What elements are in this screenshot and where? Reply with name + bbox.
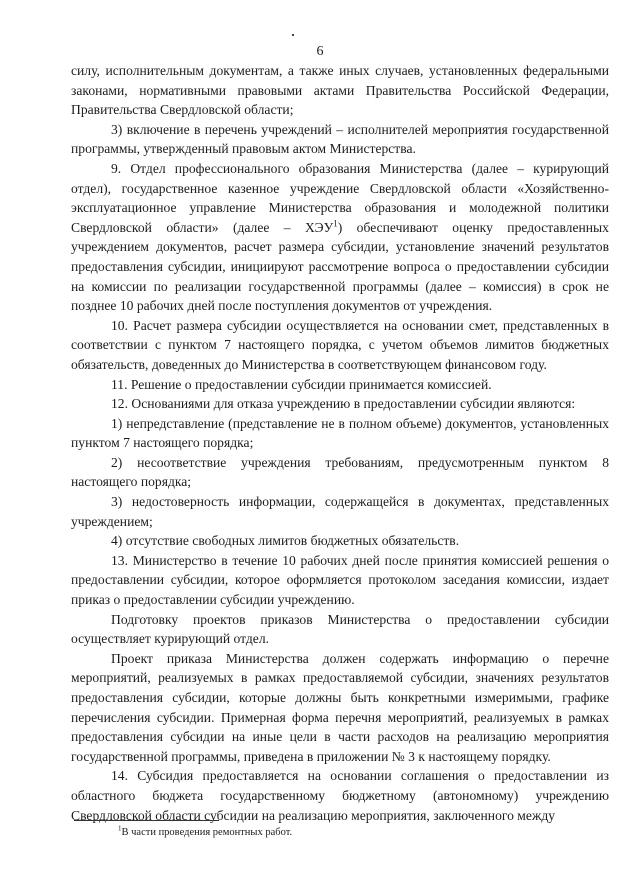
paragraph: 11. Решение о предоставлении субсидии принимается комиссией. xyxy=(111,376,492,392)
scan-speck xyxy=(292,34,294,36)
paragraph: 14. Субсидия предоставляется на основании соглашения о предоставлении из областного бюджета государственному бюджетному (автономному) учреждению Свердловской области субсидии на реализацию мероприятия, заключенного между xyxy=(71,768,609,823)
paragraph: Подготовку проектов приказов Министерства о предоставлении субсидии осуществляет курирующий отдел. xyxy=(71,611,609,647)
paragraph: силу, исполнительным документам, а также иных случаев, установленных федеральными законами, нормативными правовыми актами Правительства Российской Федерации, Правительства Свердловской области; xyxy=(71,63,609,118)
page-number: 6 xyxy=(316,44,324,59)
paragraph-text: 9. Отдел профессионального образования Министерства (далее – курирующий отдел), государственное казенное учреждение Свердловской области «Хозяйственно-эксплуатационное управление Министерства образования и молодежной политики Свердловской области» (далее – ХЭУ xyxy=(71,160,609,235)
list-item: 4) отсутствие свободных лимитов бюджетных обязательств. xyxy=(111,533,460,549)
footnote-mark: 1 xyxy=(118,824,122,833)
paragraph: 10. Расчет размера субсидии осуществляется на основании смет, представленных в соответствии с пунктом 7 настоящего порядка, с учетом объемов лимитов бюджетных обязательств, доведенных до Министерства в соответствующем финансовом году. xyxy=(71,317,609,372)
list-item: 2) несоответствие учреждения требованиям, предусмотренным пунктом 8 настоящего порядка; xyxy=(71,454,609,490)
paragraph: Проект приказа Министерства должен содержать информацию о перечне мероприятий, реализуемых в рамках предоставляемой субсидии, значениях результатов предоставления субсидии, которые должны быть конкретными измеримыми, графике перечисления субсидии. Примерная форма перечня мероприятий, реализуемых в рамках предоставления субсидии на иные цели в части расходов на реализацию мероприятия государственной программы, приведена в приложении № 3 к настоящему порядку. xyxy=(71,650,609,764)
paragraph: 13. Министерство в течение 10 рабочих дней после принятия комиссией решения о предоставлении субсидии, которое оформляется протоколом заседания комиссии, издает приказ о предоставлении субсидии учреждению. xyxy=(71,552,609,608)
footnote-reference: 1 xyxy=(333,218,338,229)
list-item: 1) непредставление (представление не в полном объеме) документов, установленных пунктом 7 настоящего порядка; xyxy=(71,415,609,451)
paragraph xyxy=(71,159,609,316)
list-item: 3) недостоверность информации, содержащейся в документах, представленных учреждением; xyxy=(71,494,609,529)
footnote-text: В части проведения ремонтных работ. xyxy=(121,827,293,838)
body-text xyxy=(71,61,609,825)
paragraph: 12. Основаниями для отказа учреждению в предоставлении субсидии являются: xyxy=(111,396,576,412)
footnote xyxy=(118,826,292,839)
paragraph-text-continued: ) обеспечивают оценку предоставленных учреждением документов, расчет размера субсидии, установление значений результатов предоставления субсидии, инициируют рассмотрение вопроса о предоставлении субсидии на комиссии по реализации государственной программы (далее – комиссия) в срок не позднее 10 рабочих дней после поступления документов от учреждения. xyxy=(71,219,609,314)
paragraph: 3) включение в перечень учреждений – исполнителей мероприятия государственной программы, утвержденный правовым актом Министерства. xyxy=(71,121,609,157)
footnote-separator xyxy=(74,820,219,821)
